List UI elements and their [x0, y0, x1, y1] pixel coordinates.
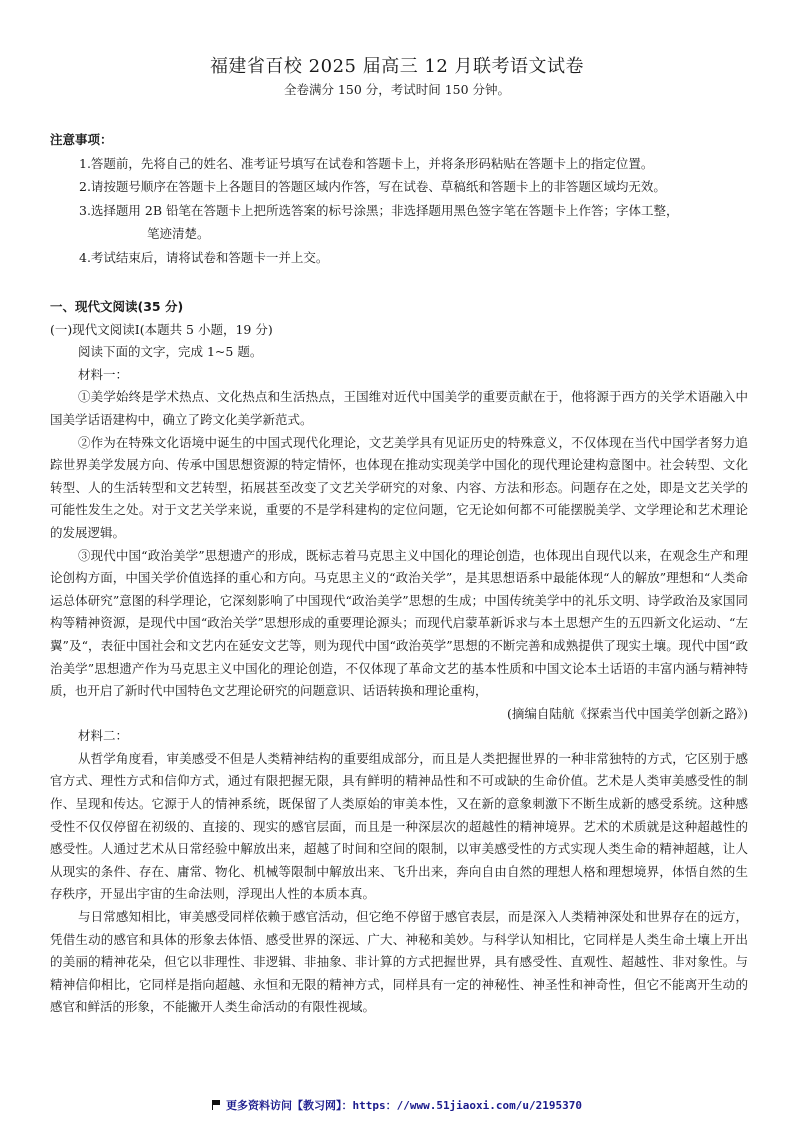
material-paragraph: 从哲学角度看，审美感受不但是人类精神结构的重要组成部分，而且是人类把握世界的一种非常独特的方式，它区别于感官方式、理性方式和信仰方式，通过有限把握无限，具有鲜明的精神品性和不可或缺的生命价值。艺术是人类审美感受性的制作、呈现和传达。它源于人的情神系统，既保留了人类原始的审美本性，又在新的意象刺激下不断生成新的感受系统。这种感受性不仅仅停留在初级的、直接的、现实的感官层面，而且是一种深层次的超越性的精神境界。艺术的术质就是这种超越性的感受性。人通过艺术从日常经验中解放出来，超越了时间和空间的限制，以审美感受性的方式实现人类生命的精神超越，让人从现实的条件、存在、庸常、物化、机械等限制中解放出来、飞升出来，奔向自由自然的理想人格和理想境界，体悟自然的生存秩序，开显出宇宙的生命法则，浮现出人性的本质本真。 — [50, 750, 748, 902]
notice-item: 1.答题前，先将自己的姓名、准考证号填写在试卷和答题卡上，并将条形码粘贴在答题卡上的指定位置。 — [79, 155, 654, 171]
material-paragraph: ②作为在特殊文化语境中诞生的中国式现代化理论，文艺美学具有见证历史的特殊意义，不仅体现在当代中国学者努力追踪世界美学发展方向、传承中国思想资源的特定情怀，也体现在推动实现美学中国化的现代理论建构意图中。社会转型、文化转型、人的生活转型和文艺转型，拓展甚至改变了文艺关学研究的对象、内容、方法和形态。问题存在之处，即是文艺关学的可能性发生之处。对于文艺关学来说，重要的不是学科建构的定位问题，它无论如何都不可能摆脱美学、文学理论和艺术理论的发展逻辑。 — [50, 434, 748, 540]
material-paragraph: ③现代中国“政治美学”思想遗产的形成，既标志着马克思主义中国化的理论创造，也体现出自现代以来，在观念生产和理论创构方面，中国关学价值选择的重心和方向。马克思主义的“政治关学”，是其思想语系中最能体现“人的解放”理想和“人类命运总体研究”意图的科学理论，它深刻影响了中国现代“政治美学”思想的生成；中国传统美学中的礼乐文明、诗学政治及家国同构等精神资源，是现代中国“政治关学”思想形成的重要理论源头；而现代启蒙革新诉求与本土思想产生的五四新文化运动、“左翼”及“，表征中国社会和文艺内在延安文艺等，则为现代中国“政治英学”思想的不断完善和成熟提供了现实土壤。现代中国“政治美学”思想遗产作为马克思主义中国化的理论创造，不仅体现了革命文艺的基本性质和中国文论本土话语的丰富内涵与精神特质，也开启了新时代中国特色文艺理论研究的问题意识、话语转换和理论重构， — [50, 547, 748, 699]
page-title: 福建省百校 2025 届高三 12 月联考语文试卷 — [209, 56, 585, 77]
section-heading: 一、现代文阅读(35 分) — [50, 299, 184, 314]
material-paragraph: ①美学始终是学术热点、文化热点和生活热点，王国维对近代中国美学的重要贡献在于，他将源于西方的关学术语融入中国美学话语建构中，确立了跨文化美学新范式。 — [50, 389, 748, 427]
notice-block — [50, 128, 760, 269]
sub-section-heading: (一)现代文阅读Ⅰ(本题共 5 小题，19 分) — [50, 321, 273, 337]
flag-icon — [212, 1100, 221, 1110]
notice-item: 2.请按题号顺序在答题卡上各题目的答题区域内作答，写在试卷、草稿纸和答题卡上的非答题区域均无效。 — [79, 179, 666, 194]
footer-link[interactable] — [0, 1097, 794, 1113]
footer-text[interactable]: 更多资料访问【教习网】：https：//www.51jiaoxi.com/u/2195370 — [225, 1099, 583, 1112]
material-label: 材料二： — [78, 728, 129, 744]
notice-item: 4.考试结束后，请将试卷和答题卡一并上交。 — [79, 249, 329, 265]
instruction-text: 阅读下面的文字，完成 1~5 题。 — [78, 344, 263, 360]
notice-item-continuation: 笔迹清楚。 — [147, 226, 210, 241]
material-label: 材料一： — [78, 366, 129, 382]
notice-heading: 注意事项： — [50, 132, 113, 147]
reading-section — [50, 296, 748, 1019]
material-source: (摘编自陆航《探索当代中国美学创新之路》) — [506, 705, 748, 721]
notice-item: 3.选择题用 2B 铅笔在答题卡上把所选答案的标号涂黑；非选择题用黑色签字笔在答题卡上作答；字体工整， — [79, 202, 679, 218]
material-paragraph: 与日常感知相比，审美感受同样依赖于感官活动，但它绝不停留于感官表层，而是深入人类精神深处和世界存在的远方，凭借生动的感官和具体的形象去体悟、感受世界的深远、广大、神秘和美妙。与科学认知相比，它同样是人类生命土壤上开出的美丽的精神花朵，但它以非理性、非逻辑、非抽象、非计算的方式把握世界，具有感受性、直观性、超越性、非对象性。与精神信仰相比，它同样是指向超越、永恒和无限的精神方式，同样具有一定的神秘性、神圣性和神奇性，但它不能离开生动的感官和鲜活的形象，不能撇开人类生命活动的有限性视域。 — [50, 909, 748, 1015]
page-subtitle: 全卷满分 150 分，考试时间 150 分钟。 — [283, 82, 511, 97]
